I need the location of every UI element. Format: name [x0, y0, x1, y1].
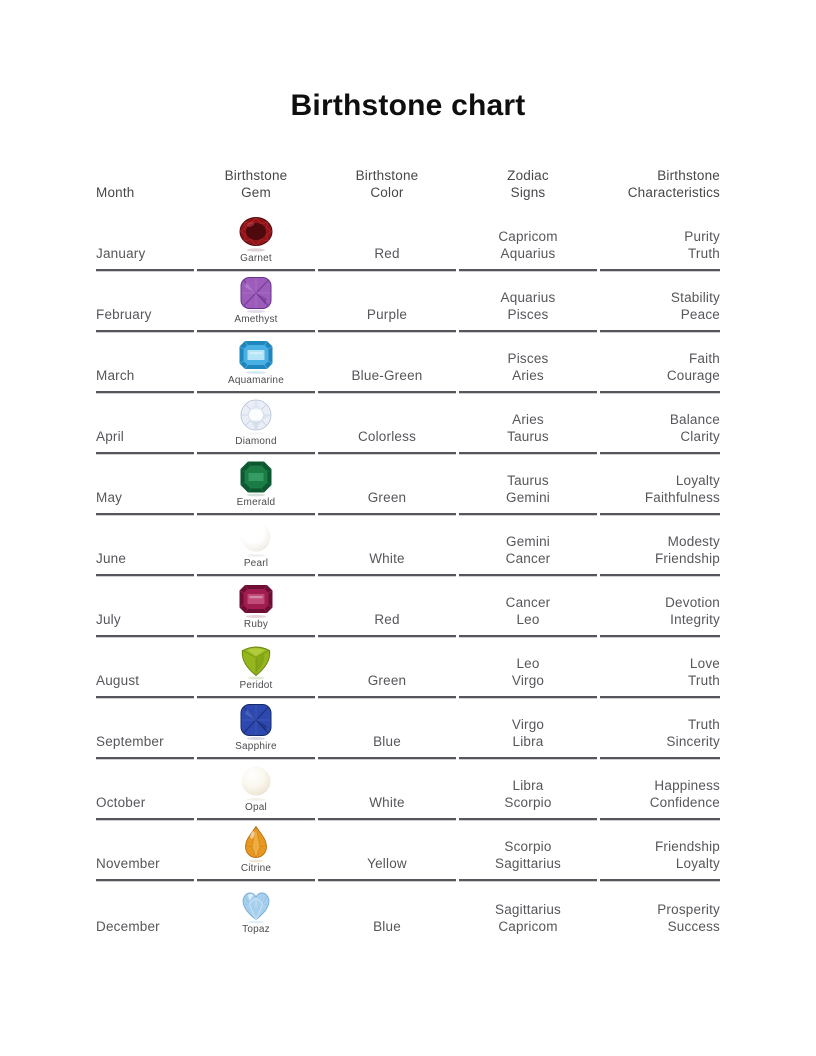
zodiac-line-2: Aquarius [500, 245, 556, 261]
characteristic-line-2: Truth [687, 672, 720, 688]
month-cell [96, 820, 194, 881]
month-cell [96, 515, 194, 576]
gem-name-label: Aquamarine [228, 375, 284, 386]
zodiac-line-1: Sagittarius [495, 902, 561, 917]
ruby-gem-icon [236, 579, 276, 619]
color-cell [318, 759, 456, 820]
characteristic-line-1: Loyalty [675, 473, 720, 488]
characteristics-cell [600, 515, 720, 576]
birthstone-table [96, 168, 720, 942]
month-cell [96, 698, 194, 759]
color-label: Red [374, 245, 400, 261]
month-label: May [96, 489, 123, 505]
gem-name-label: Sapphire [235, 741, 277, 752]
header-characteristics [600, 168, 720, 201]
gem-name-label: Amethyst [234, 314, 278, 325]
gem-name-label: Ruby [243, 619, 269, 630]
zodiac-line-1: Capricom [498, 229, 558, 244]
characteristic-line-2: Friendship [654, 550, 720, 566]
characteristics-cell [600, 881, 720, 942]
gem-name-label: Citrine [240, 863, 272, 874]
topaz-gem-icon [236, 884, 276, 924]
month-cell [96, 637, 194, 698]
month-cell [96, 454, 194, 515]
characteristics-cell [600, 393, 720, 454]
color-cell [318, 576, 456, 637]
color-label: Green [367, 489, 407, 505]
gem-cell [197, 759, 315, 820]
color-label: Blue [373, 918, 401, 934]
characteristics-cell [600, 576, 720, 637]
citrine-gem-icon [236, 823, 276, 863]
characteristics-cell [600, 698, 720, 759]
characteristic-line-1: Modesty [667, 534, 720, 549]
header-color-line-2: Color [370, 184, 404, 200]
characteristic-line-2: Loyalty [675, 855, 720, 871]
gem-cell [197, 576, 315, 637]
characteristic-line-2: Peace [680, 306, 720, 322]
zodiac-line-2: Sagittarius [495, 855, 561, 871]
gem-cell [197, 454, 315, 515]
table-row [96, 759, 720, 820]
color-cell [318, 332, 456, 393]
color-cell [318, 637, 456, 698]
zodiac-line-1: Aquarius [500, 290, 556, 305]
gem-cell [197, 393, 315, 454]
color-cell [318, 271, 456, 332]
table-row [96, 210, 720, 271]
color-label: Purple [366, 306, 408, 322]
gem-cell [197, 332, 315, 393]
table-body [96, 210, 720, 942]
gem-cell [197, 637, 315, 698]
month-cell [96, 393, 194, 454]
table-row [96, 576, 720, 637]
color-cell [318, 454, 456, 515]
garnet-gem-icon [236, 213, 276, 253]
header-gem-line-2: Gem [241, 184, 271, 200]
zodiac-line-2: Capricom [498, 918, 558, 934]
month-cell [96, 271, 194, 332]
color-cell [318, 393, 456, 454]
header-month [96, 185, 194, 202]
month-label: January [96, 245, 146, 261]
table-row [96, 881, 720, 942]
characteristic-line-2: Truth [687, 245, 720, 261]
table-row [96, 698, 720, 759]
table-row [96, 332, 720, 393]
characteristics-cell [600, 759, 720, 820]
header-gem [197, 168, 315, 201]
table-row [96, 271, 720, 332]
table-row [96, 820, 720, 881]
gem-cell [197, 515, 315, 576]
characteristic-line-2: Success [667, 918, 720, 934]
zodiac-line-2: Cancer [505, 550, 551, 566]
characteristic-line-1: Stability [670, 290, 720, 305]
characteristic-line-2: Courage [666, 367, 720, 383]
zodiac-cell [459, 759, 597, 820]
month-label: April [96, 428, 125, 444]
header-month-label: Month [96, 184, 135, 200]
gem-name-label: Garnet [240, 253, 272, 264]
gem-name-label: Emerald [236, 497, 276, 508]
zodiac-line-1: Cancer [505, 595, 551, 610]
zodiac-cell [459, 271, 597, 332]
characteristic-line-2: Faithfulness [644, 489, 720, 505]
zodiac-line-2: Scorpio [504, 794, 552, 810]
header-characteristics-line-1: Birthstone [657, 168, 720, 183]
zodiac-cell [459, 515, 597, 576]
month-label: December [96, 918, 160, 934]
characteristic-line-1: Purity [684, 229, 720, 244]
zodiac-line-1: Taurus [507, 473, 549, 488]
aquamarine-gem-icon [236, 335, 276, 375]
characteristic-line-1: Love [689, 656, 720, 671]
zodiac-line-2: Virgo [511, 672, 545, 688]
characteristic-line-1: Happiness [654, 778, 720, 793]
characteristic-line-2: Clarity [680, 428, 720, 444]
zodiac-line-2: Libra [512, 733, 544, 749]
header-gem-line-1: Birthstone [224, 168, 288, 183]
zodiac-line-1: Aries [512, 412, 544, 427]
table-header-row [96, 168, 720, 210]
month-cell [96, 210, 194, 271]
gem-cell [197, 210, 315, 271]
zodiac-line-1: Virgo [511, 717, 545, 732]
gem-cell [197, 820, 315, 881]
characteristic-line-1: Balance [669, 412, 720, 427]
header-color-line-1: Birthstone [355, 168, 419, 183]
month-cell [96, 759, 194, 820]
zodiac-cell [459, 393, 597, 454]
gem-name-label: Peridot [239, 680, 273, 691]
color-cell [318, 881, 456, 942]
month-cell [96, 332, 194, 393]
header-zodiac [459, 168, 597, 201]
color-cell [318, 515, 456, 576]
month-cell [96, 881, 194, 942]
zodiac-cell [459, 210, 597, 271]
color-cell [318, 698, 456, 759]
month-cell [96, 576, 194, 637]
color-label: Yellow [367, 855, 407, 871]
table-row [96, 454, 720, 515]
color-label: White [369, 550, 405, 566]
month-label: February [96, 306, 152, 322]
zodiac-line-2: Taurus [507, 428, 549, 444]
gem-cell [197, 271, 315, 332]
characteristic-line-1: Prosperity [657, 902, 720, 917]
zodiac-line-1: Pisces [507, 351, 549, 366]
characteristic-line-1: Devotion [665, 595, 720, 610]
zodiac-line-1: Leo [516, 656, 540, 671]
characteristic-line-1: Truth [687, 717, 720, 732]
page-title: Birthstone chart [290, 89, 526, 122]
header-zodiac-line-1: Zodiac [507, 168, 549, 183]
table-row [96, 637, 720, 698]
sapphire-gem-icon [236, 701, 276, 741]
zodiac-cell [459, 698, 597, 759]
gem-name-label: Pearl [243, 558, 269, 569]
month-label: September [96, 733, 164, 749]
zodiac-line-1: Gemini [506, 534, 550, 549]
characteristics-cell [600, 271, 720, 332]
month-label: August [96, 672, 140, 688]
zodiac-cell [459, 820, 597, 881]
gem-name-label: Opal [245, 802, 267, 813]
color-label: Red [374, 611, 400, 627]
color-label: White [369, 794, 405, 810]
zodiac-line-2: Gemini [506, 489, 550, 505]
table-row [96, 515, 720, 576]
diamond-gem-icon [236, 396, 276, 436]
characteristics-cell [600, 637, 720, 698]
emerald-gem-icon [236, 457, 276, 497]
month-label: July [96, 611, 121, 627]
header-characteristics-line-2: Characteristics [627, 184, 720, 200]
amethyst-gem-icon [236, 274, 276, 314]
color-label: Blue-Green [351, 367, 423, 383]
header-zodiac-line-2: Signs [510, 184, 546, 200]
color-label: Green [367, 672, 407, 688]
characteristic-line-2: Confidence [649, 794, 720, 810]
characteristics-cell [600, 210, 720, 271]
color-cell [318, 820, 456, 881]
zodiac-cell [459, 881, 597, 942]
zodiac-line-2: Aries [512, 367, 544, 383]
month-label: November [96, 855, 160, 871]
characteristic-line-2: Sincerity [666, 733, 720, 749]
color-label: Colorless [357, 428, 417, 444]
characteristic-line-2: Integrity [670, 611, 720, 627]
opal-gem-icon [236, 762, 276, 802]
zodiac-cell [459, 576, 597, 637]
characteristic-line-1: Faith [688, 351, 720, 366]
month-label: June [96, 550, 127, 566]
characteristics-cell [600, 454, 720, 515]
peridot-gem-icon [236, 640, 276, 680]
zodiac-line-2: Leo [516, 611, 540, 627]
zodiac-cell [459, 454, 597, 515]
header-color [318, 168, 456, 201]
zodiac-line-1: Libra [512, 778, 544, 793]
gem-name-label: Diamond [235, 436, 277, 447]
characteristics-cell [600, 820, 720, 881]
table-row [96, 393, 720, 454]
color-cell [318, 210, 456, 271]
color-label: Blue [373, 733, 401, 749]
gem-cell [197, 881, 315, 942]
month-label: October [96, 794, 146, 810]
gem-cell [197, 698, 315, 759]
zodiac-line-1: Scorpio [504, 839, 552, 854]
zodiac-cell [459, 332, 597, 393]
month-label: March [96, 367, 135, 383]
zodiac-line-2: Pisces [507, 306, 549, 322]
characteristics-cell [600, 332, 720, 393]
characteristic-line-1: Friendship [654, 839, 720, 854]
pearl-gem-icon [236, 518, 276, 558]
gem-name-label: Topaz [242, 924, 270, 935]
zodiac-cell [459, 637, 597, 698]
